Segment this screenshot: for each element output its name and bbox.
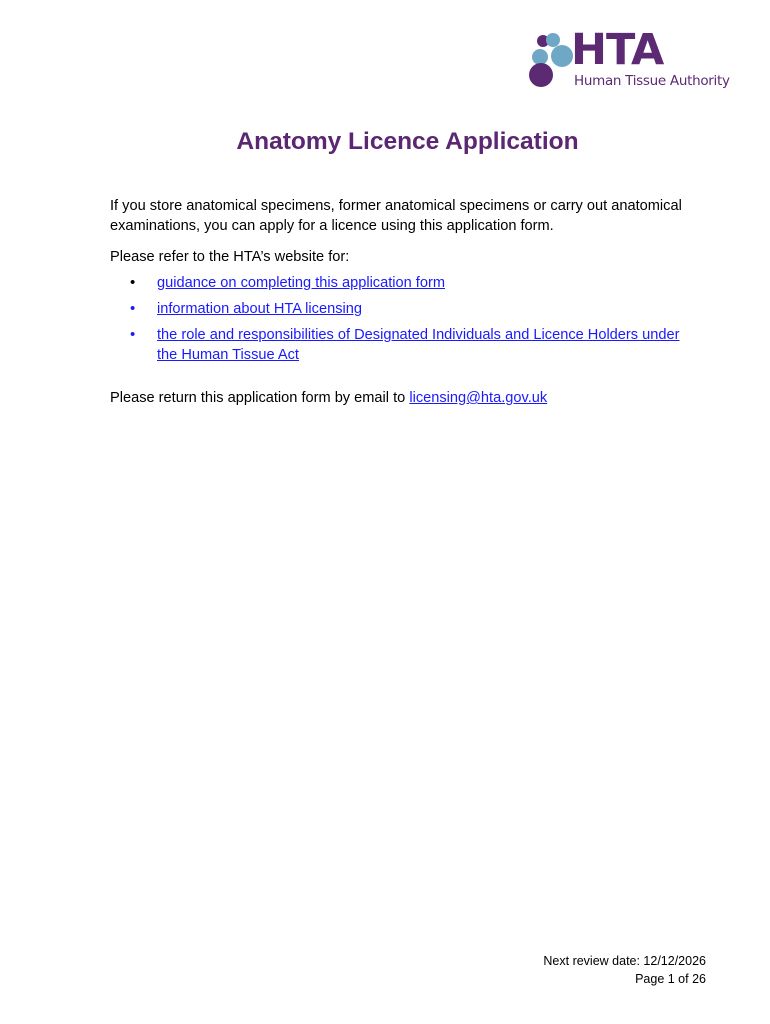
list-item (110, 325, 700, 365)
refer-text: Please refer to the HTA’s website for: (110, 249, 350, 265)
hta-logo-circles-icon (527, 30, 577, 92)
bullet-icon: • (130, 300, 136, 317)
logo-wordmark: HTA (571, 25, 664, 75)
roles-responsibilities-link[interactable]: the role and responsibilities of Designated Individuals and Licence Holders under the Human Tissue Act (157, 327, 680, 363)
bullet-icon: • (130, 274, 136, 291)
email-link[interactable]: licensing@hta.gov.uk (409, 390, 548, 406)
bullet-icon: • (130, 326, 136, 343)
page-footer (543, 952, 706, 988)
return-text: Please return this application form by email to (110, 390, 410, 406)
intro-paragraph: If you store anatomical specimens, former anatomical specimens or carry out anatomical examinations, you can apply for a licence using this application form. (110, 198, 682, 234)
review-date: Next review date: 12/12/2026 (543, 954, 706, 968)
links-list (110, 273, 700, 365)
page-title: Anatomy Licence Application (236, 128, 579, 155)
logo-subtitle: Human Tissue Authority (574, 73, 730, 89)
return-paragraph (110, 388, 700, 408)
list-item (110, 273, 700, 293)
list-item (110, 299, 700, 319)
licensing-info-link[interactable]: information about HTA licensing (157, 301, 362, 317)
page-number: Page 1 of 26 (635, 972, 706, 986)
main-content (110, 196, 700, 408)
hta-logo (527, 25, 739, 96)
guidance-link[interactable]: guidance on completing this application form (157, 275, 445, 291)
